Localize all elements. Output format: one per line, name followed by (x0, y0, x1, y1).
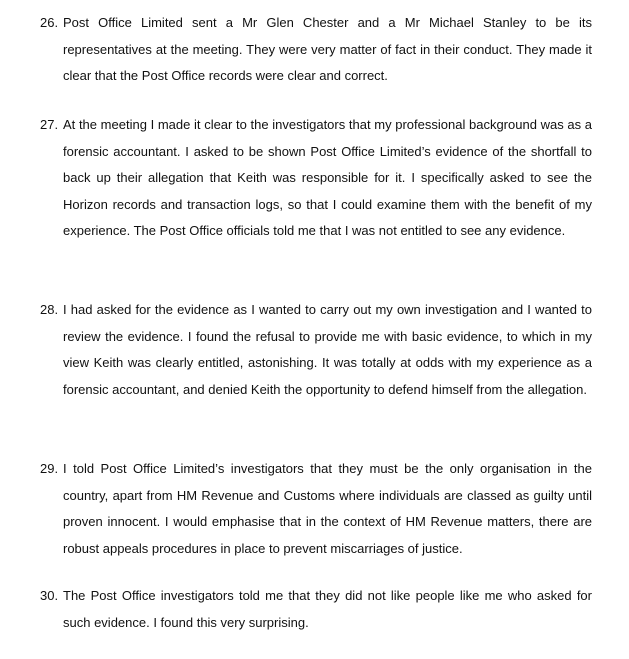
paragraph-number: 26. (40, 15, 59, 30)
paragraph-text: I told Post Office Limited’s investigators that they must be the only organisation in the country, apart from HM Revenue and Customs where individuals are classed as guilty until proven innocent. I would emphasise that in the context of HM Revenue matters, there are robust appeals procedures in place to prevent miscarriages of justice. (63, 461, 592, 556)
paragraph-number: 27. (40, 117, 59, 132)
paragraph-number: 29. (40, 461, 59, 476)
paragraph-number: 30. (40, 588, 59, 603)
paragraph-text: I had asked for the evidence as I wanted to carry out my own investigation and I wanted to review the evidence. I found the refusal to provide me with basic evidence, to which in my view Keith was clearly entitled, astonishing. It was totally at odds with my experience as a forensic accountant, and denied Keith the opportunity to defend himself from the allegation. (63, 302, 592, 397)
paragraph-text: The Post Office investigators told me that they did not like people like me who asked for such evidence. I found this very surprising. (63, 588, 592, 630)
paragraph-30 (40, 583, 592, 636)
paragraph-number: 28. (40, 302, 59, 317)
paragraph-text: Post Office Limited sent a Mr Glen Chester and a Mr Michael Stanley to be its representatives at the meeting. They were very matter of fact in their conduct. They made it clear that the Post Office records were clear and correct. (63, 15, 592, 83)
paragraph-27 (40, 112, 592, 245)
paragraph-28 (40, 297, 592, 403)
paragraph-29 (40, 456, 592, 562)
paragraph-26 (40, 10, 592, 90)
paragraph-text: At the meeting I made it clear to the investigators that my professional background was as a forensic accountant. I asked to be shown Post Office Limited’s evidence of the shortfall to back up their allegation that Keith was responsible for it. I specifically asked to see the Horizon records and transaction logs, so that I could examine them with the benefit of my experience. The Post Office officials told me that I was not entitled to see any evidence. (63, 117, 592, 238)
